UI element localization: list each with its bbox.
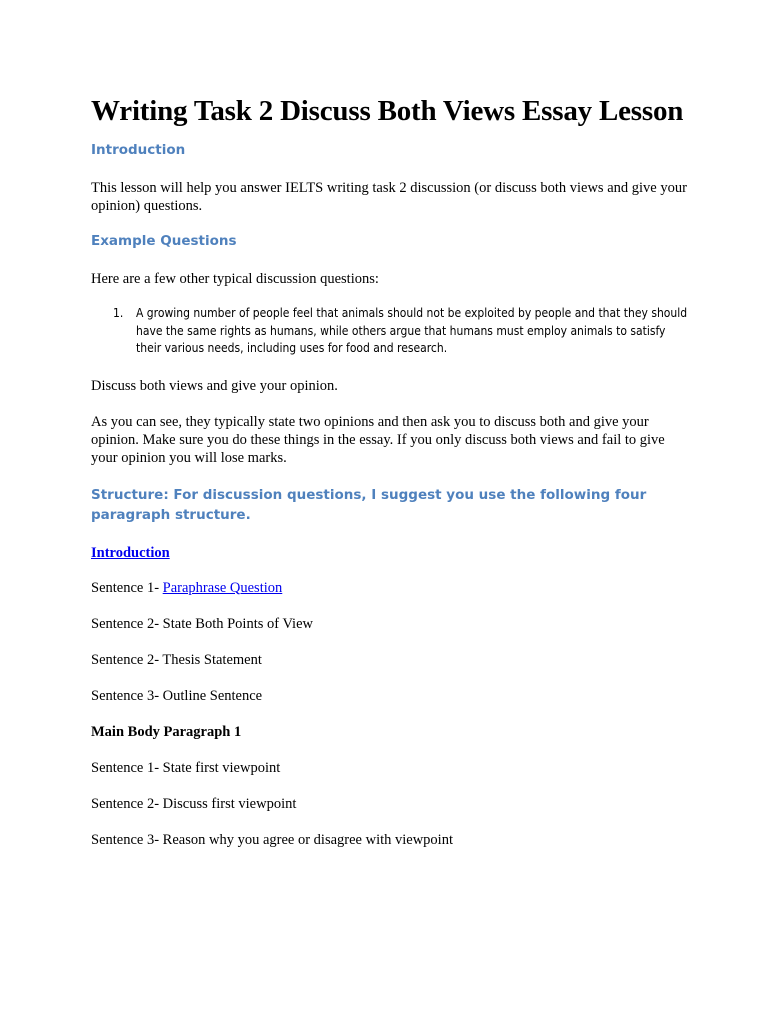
body1-sentence-3: Sentence 3- Reason why you agree or disagree with viewpoint [91, 831, 453, 848]
main-body-paragraph-1-heading: Main Body Paragraph 1 [91, 723, 242, 740]
intro-sentence-4: Sentence 3- Outline Sentence [91, 687, 263, 704]
introduction-outline-heading [91, 544, 691, 562]
introduction-paragraph: This lesson will help you answer IELTS writing task 2 discussion (or discuss both views and give your opinion) questions. [91, 180, 687, 214]
example-questions-list [91, 305, 691, 358]
body1-sentence-1: Sentence 1- State first viewpoint [91, 759, 281, 776]
body1-sentence-2: Sentence 2- Discuss first viewpoint [91, 795, 297, 812]
intro-sentence-1 [91, 579, 691, 597]
intro-sentence-2: Sentence 2- State Both Points of View [91, 615, 313, 632]
explanation-paragraph: As you can see, they typically state two opinions and then ask you to discuss both and give your opinion. Make sure you do these things in the essay. If you only discuss both views and fail to give your opinion you will lose marks. [91, 413, 665, 466]
list-item-number: 1. [113, 306, 124, 320]
examples-lead-paragraph: Here are a few other typical discussion questions: [91, 271, 379, 287]
document-page [91, 93, 691, 849]
structure-heading: Structure: For discussion questions, I suggest you use the following four paragraph structure. [91, 486, 647, 523]
list-item-text: A growing number of people feel that animals should not be exploited by people and that they should have the same rights as humans, while others argue that humans must employ animals to satisfy their various needs, including uses for food and research. [136, 306, 688, 355]
intro-sentence-1-prefix: Sentence 1- [91, 579, 163, 596]
example-questions-heading: Example Questions [91, 233, 237, 249]
discuss-instruction: Discuss both views and give your opinion. [91, 377, 338, 394]
list-item [91, 305, 691, 358]
document-title: Writing Task 2 Discuss Both Views Essay Lesson [91, 95, 684, 127]
introduction-link[interactable]: Introduction [91, 544, 170, 561]
introduction-heading: Introduction [91, 142, 186, 158]
intro-sentence-3: Sentence 2- Thesis Statement [91, 651, 262, 668]
paraphrase-question-link[interactable]: Paraphrase Question [162, 579, 283, 596]
